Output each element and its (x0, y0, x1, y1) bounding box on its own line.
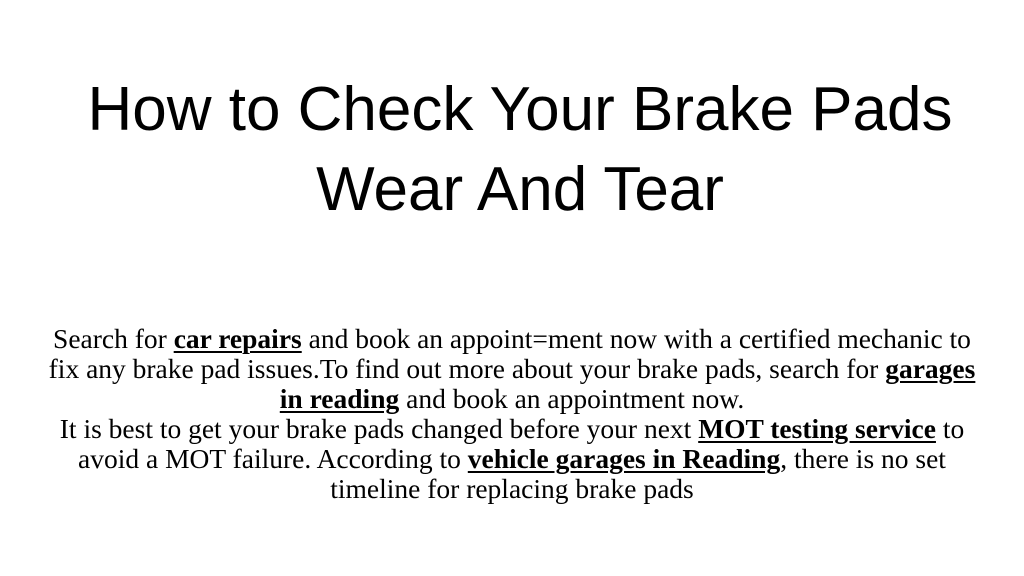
garages-in-reading-link[interactable]: garages in reading (279, 353, 976, 414)
mot-testing-service-link[interactable]: MOT testing service (698, 413, 936, 444)
paragraph-1-text-2: and book an appoint=ment now with a certified mechanic to fix any brake pad issues.To find out more about your brake pads, search for (48, 323, 971, 384)
slide-title (20, 70, 1020, 230)
title-line-1: How to Check Your Brake Pads (87, 75, 953, 144)
paragraph-2-text-1: It is best to get your brake pads changed before your next (59, 413, 699, 444)
slide-body (40, 324, 984, 504)
vehicle-garages-in-reading-link[interactable]: vehicle garages in Reading (467, 443, 781, 474)
car-repairs-link[interactable]: car repairs (173, 323, 302, 354)
paragraph-1-text-1: Search for (53, 323, 174, 354)
paragraph-2-text-3: , there is no set timeline for replacing brake pads (330, 443, 946, 504)
title-line-2: Wear And Tear (316, 155, 724, 224)
paragraph-1-text-3: and book an appointment now. (399, 383, 745, 414)
body-paragraph-1 (40, 324, 984, 414)
body-paragraph-2 (40, 414, 984, 504)
paragraph-2-text-2: to avoid a MOT failure. According to (78, 413, 965, 474)
